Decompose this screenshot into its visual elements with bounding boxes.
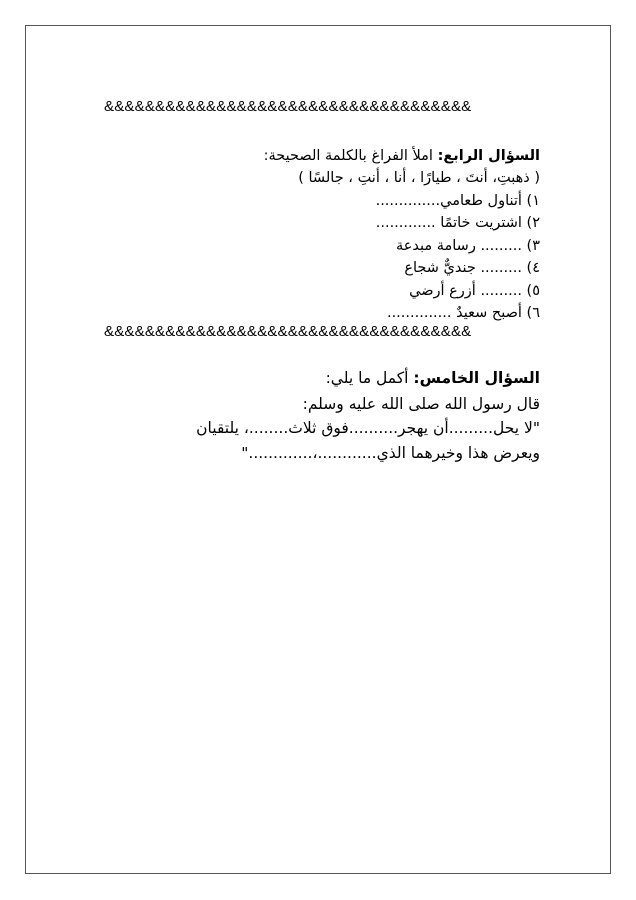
q4-heading — [264, 146, 540, 166]
q5-instruction: أكمل ما يلي: — [325, 369, 409, 387]
q4-item-2: ٢) اشتريت خاتمًا ............. — [375, 215, 540, 231]
separator-line: &&&&&&&&&&&&&&&&&&&&&&&&&&&&&&&&&&&& — [104, 98, 472, 115]
q4-title: السؤال الرابع: — [437, 148, 540, 164]
q4-item-1: ١) أتناول طعامي.............. — [375, 193, 540, 209]
separator-line: &&&&&&&&&&&&&&&&&&&&&&&&&&&&&&&&&&&& — [104, 323, 472, 340]
q5-intro: قال رسول الله صلى الله عليه وسلم: — [302, 395, 540, 413]
q5-hadith-line-1: "لا يحل.........أن يهجر..........فوق ثلاث........، يلتقيان — [196, 419, 540, 437]
q4-item-5: ٥) ......... أزرع أرضي — [409, 283, 540, 299]
q5-title: السؤال الخامس: — [413, 369, 540, 387]
q4-item-4: ٤) ......... جنديٌّ شجاع — [404, 260, 540, 276]
q5-heading — [326, 368, 540, 388]
q4-instruction: املأ الفراغ بالكلمة الصحيحة: — [263, 148, 433, 164]
q5-hadith-line-2: ويعرض هذا وخيرهما الذي............،............." — [241, 444, 540, 462]
q4-item-6: ٦) أصبح سعيدٌ .............. — [386, 305, 540, 321]
q4-item-3: ٣) ......... رسامة مبدعة — [395, 238, 540, 254]
q4-word-bank: ( ذهبتِ، أنتَ ، طيارًا ، أنا ، أنتِ ، جالسًا ) — [298, 170, 540, 186]
